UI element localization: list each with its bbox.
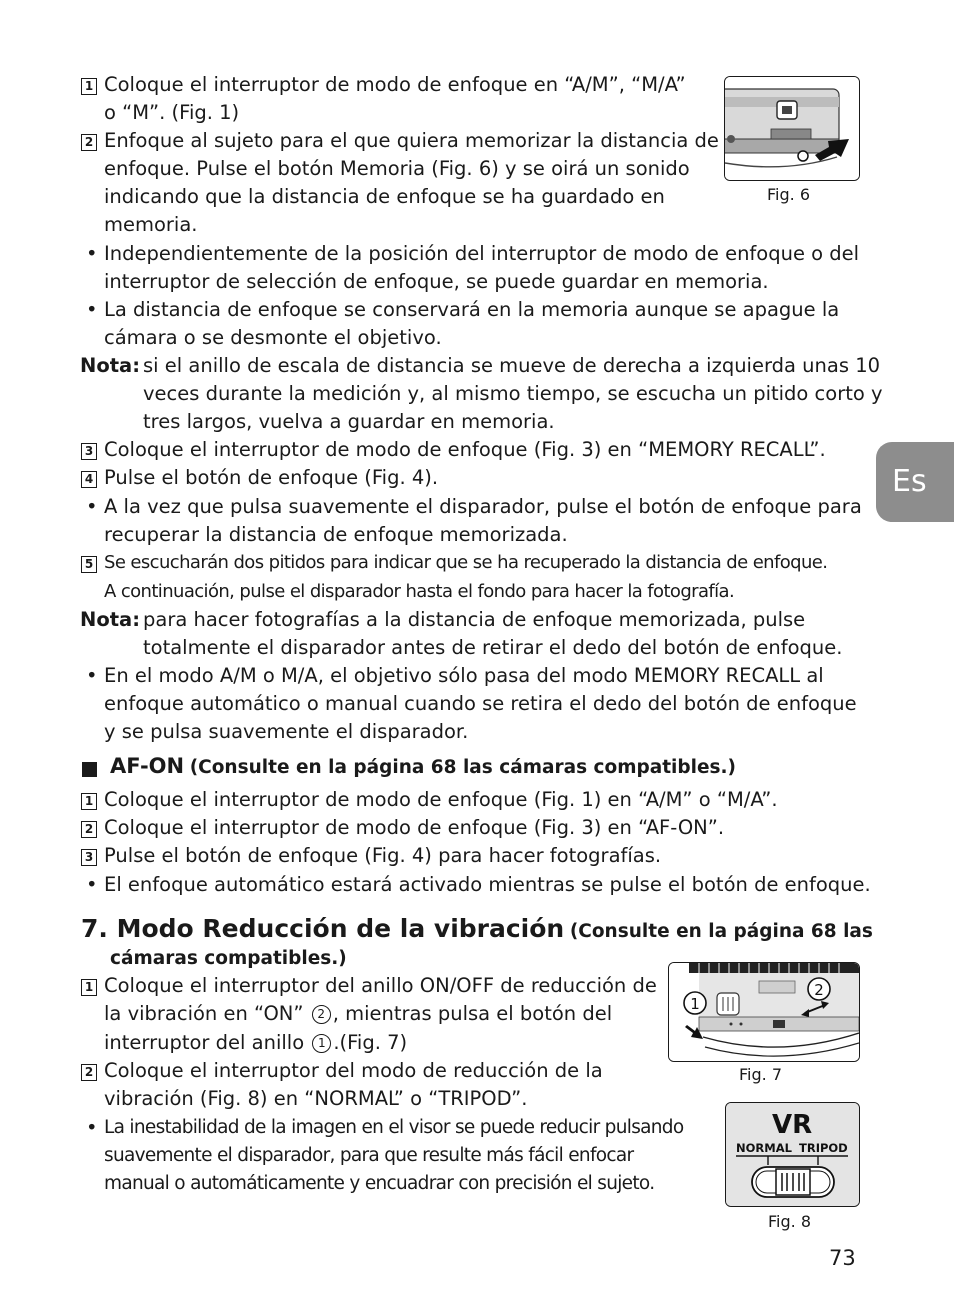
fig7-marker: 2 (814, 981, 824, 999)
bullet-marker: • (86, 664, 98, 687)
note-text: veces durante la medición y, al mismo tiempo, se escucha un pitido corto y (143, 382, 883, 405)
circled-number: 1 (312, 1034, 331, 1053)
step-number: 2 (81, 134, 97, 151)
bullet-text: manual o automáticamente y encuadrar con precisión el sujeto. (104, 1173, 655, 1194)
afon-subtitle: (Consulte en la página 68 las cámaras compatibles.) (189, 757, 737, 778)
lens-vr-ring-illustration (669, 963, 859, 1061)
step-text: Coloque el interruptor del modo de reducción de la (104, 1059, 603, 1082)
note-text: totalmente el disparador antes de retirar el dedo del botón de enfoque. (143, 636, 843, 659)
circled-number: 2 (312, 1005, 331, 1024)
afon-title: AF-ON (110, 754, 185, 778)
note-text: si el anillo de escala de distancia se mueve de derecha a izquierda unas 10 (143, 354, 881, 377)
fig6-illustration (724, 76, 860, 181)
vr-mode-switch-illustration (726, 1103, 859, 1206)
step-number: 1 (81, 979, 97, 996)
step-text (104, 1029, 407, 1057)
step-text: vibración (Fig. 8) en “NORMAL” o “TRIPOD”. (104, 1087, 528, 1110)
step-text: o “M”. (Fig. 1) (104, 101, 240, 124)
step-text: A continuación, pulse el disparador hasta el fondo para hacer la fotografía. (104, 581, 735, 602)
bullet-text: Independientemente de la posición del interruptor de modo de enfoque o del (104, 242, 860, 265)
vr-label: VR (772, 1110, 813, 1140)
step-number: 4 (81, 471, 97, 488)
step-number: 2 (81, 821, 97, 838)
note-text: tres largos, vuelva a guardar en memoria. (143, 410, 555, 433)
step-number: 5 (81, 556, 97, 573)
bullet-text: En el modo A/M o M/A, el objetivo sólo pasa del modo MEMORY RECALL al (104, 664, 824, 687)
step-text: Coloque el interruptor de modo de enfoque en “A/M”, “M/A” (104, 73, 686, 96)
bullet-text: El enfoque automático estará activado mientras se pulse el botón de enfoque. (104, 873, 871, 896)
note-text: para hacer fotografías a la distancia de enfoque memorizada, pulse (143, 608, 806, 631)
step-number: 2 (81, 1064, 97, 1081)
vr-title: 7. Modo Reducción de la vibración (81, 914, 565, 943)
vr-subtitle: (Consulte en la página 68 las (569, 921, 873, 942)
bullet-marker: • (86, 495, 98, 518)
fig6-caption: Fig. 6 (767, 185, 810, 204)
bullet-text: cámara o se desmonte el objetivo. (104, 326, 442, 349)
section-square-icon (82, 762, 97, 777)
page-number: 73 (829, 1246, 856, 1270)
bullet-marker: • (86, 242, 98, 265)
step-text: indicando que la distancia de enfoque se ha guardado en (104, 185, 665, 208)
vr-heading (81, 914, 873, 943)
tripod-label: TRIPOD (799, 1141, 848, 1155)
bullet-text: La distancia de enfoque se conservará en la memoria aunque se apague la (104, 298, 840, 321)
section-tab: Es (876, 442, 954, 522)
step-number: 1 (81, 78, 97, 95)
bullet-text: y se pulsa suavemente el disparador. (104, 720, 469, 743)
step-text-part: la vibración en “ON” (104, 1002, 304, 1025)
fig7-illustration (668, 962, 860, 1062)
step-text: Pulse el botón de enfoque (Fig. 4). (104, 466, 439, 489)
bullet-marker: • (86, 873, 98, 896)
fig7-marker: 1 (690, 995, 700, 1013)
step-number: 1 (81, 793, 97, 810)
note-label: Nota: (80, 354, 140, 377)
step-text: Coloque el interruptor de modo de enfoque (Fig. 3) en “AF-ON”. (104, 816, 725, 839)
step-text: Se escucharán dos pitidos para indicar que se ha recuperado la distancia de enfoque. (104, 552, 828, 573)
bullet-text: recuperar la distancia de enfoque memorizada. (104, 523, 568, 546)
bullet-text: enfoque automático o manual cuando se retira el dedo del botón de enfoque (104, 692, 857, 715)
vr-subtitle-continued: cámaras compatibles.) (110, 948, 347, 969)
step-number: 3 (81, 849, 97, 866)
step-text: Coloque el interruptor del anillo ON/OFF de reducción de (104, 974, 657, 997)
afon-heading (110, 754, 736, 778)
step-text: memoria. (104, 213, 198, 236)
bullet-text: A la vez que pulsa suavemente el disparador, pulse el botón de enfoque para (104, 495, 862, 518)
step-text: Enfoque al sujeto para el que quiera memorizar la distancia de (104, 129, 719, 152)
normal-label: NORMAL (736, 1141, 792, 1155)
step-text (104, 1000, 612, 1028)
step-text: enfoque. Pulse el botón Memoria (Fig. 6) y se oirá un sonido (104, 157, 690, 180)
bullet-marker: • (86, 1116, 98, 1139)
note-label: Nota: (80, 608, 140, 631)
fig8-illustration (725, 1102, 860, 1207)
step-text: Coloque el interruptor de modo de enfoque (Fig. 3) en “MEMORY RECALL”. (104, 438, 826, 461)
step-text: Coloque el interruptor de modo de enfoque (Fig. 1) en “A/M” o “M/A”. (104, 788, 778, 811)
fig7-caption: Fig. 7 (739, 1065, 782, 1084)
step-text: Pulse el botón de enfoque (Fig. 4) para hacer fotografías. (104, 844, 662, 867)
lens-memory-button-illustration (725, 77, 859, 180)
bullet-text: interruptor de selección de enfoque, se puede guardar en memoria. (104, 270, 769, 293)
bullet-marker: • (86, 298, 98, 321)
step-text-part: interruptor del anillo (104, 1031, 305, 1054)
bullet-text: suavemente el disparador, para que resulte más fácil enfocar (104, 1145, 634, 1166)
step-text-part: , mientras pulsa el botón del (332, 1002, 613, 1025)
fig8-caption: Fig. 8 (768, 1212, 811, 1231)
bullet-text: La inestabilidad de la imagen en el visor se puede reducir pulsando (104, 1117, 684, 1138)
step-number: 3 (81, 443, 97, 460)
step-text-part: .(Fig. 7) (333, 1031, 408, 1054)
